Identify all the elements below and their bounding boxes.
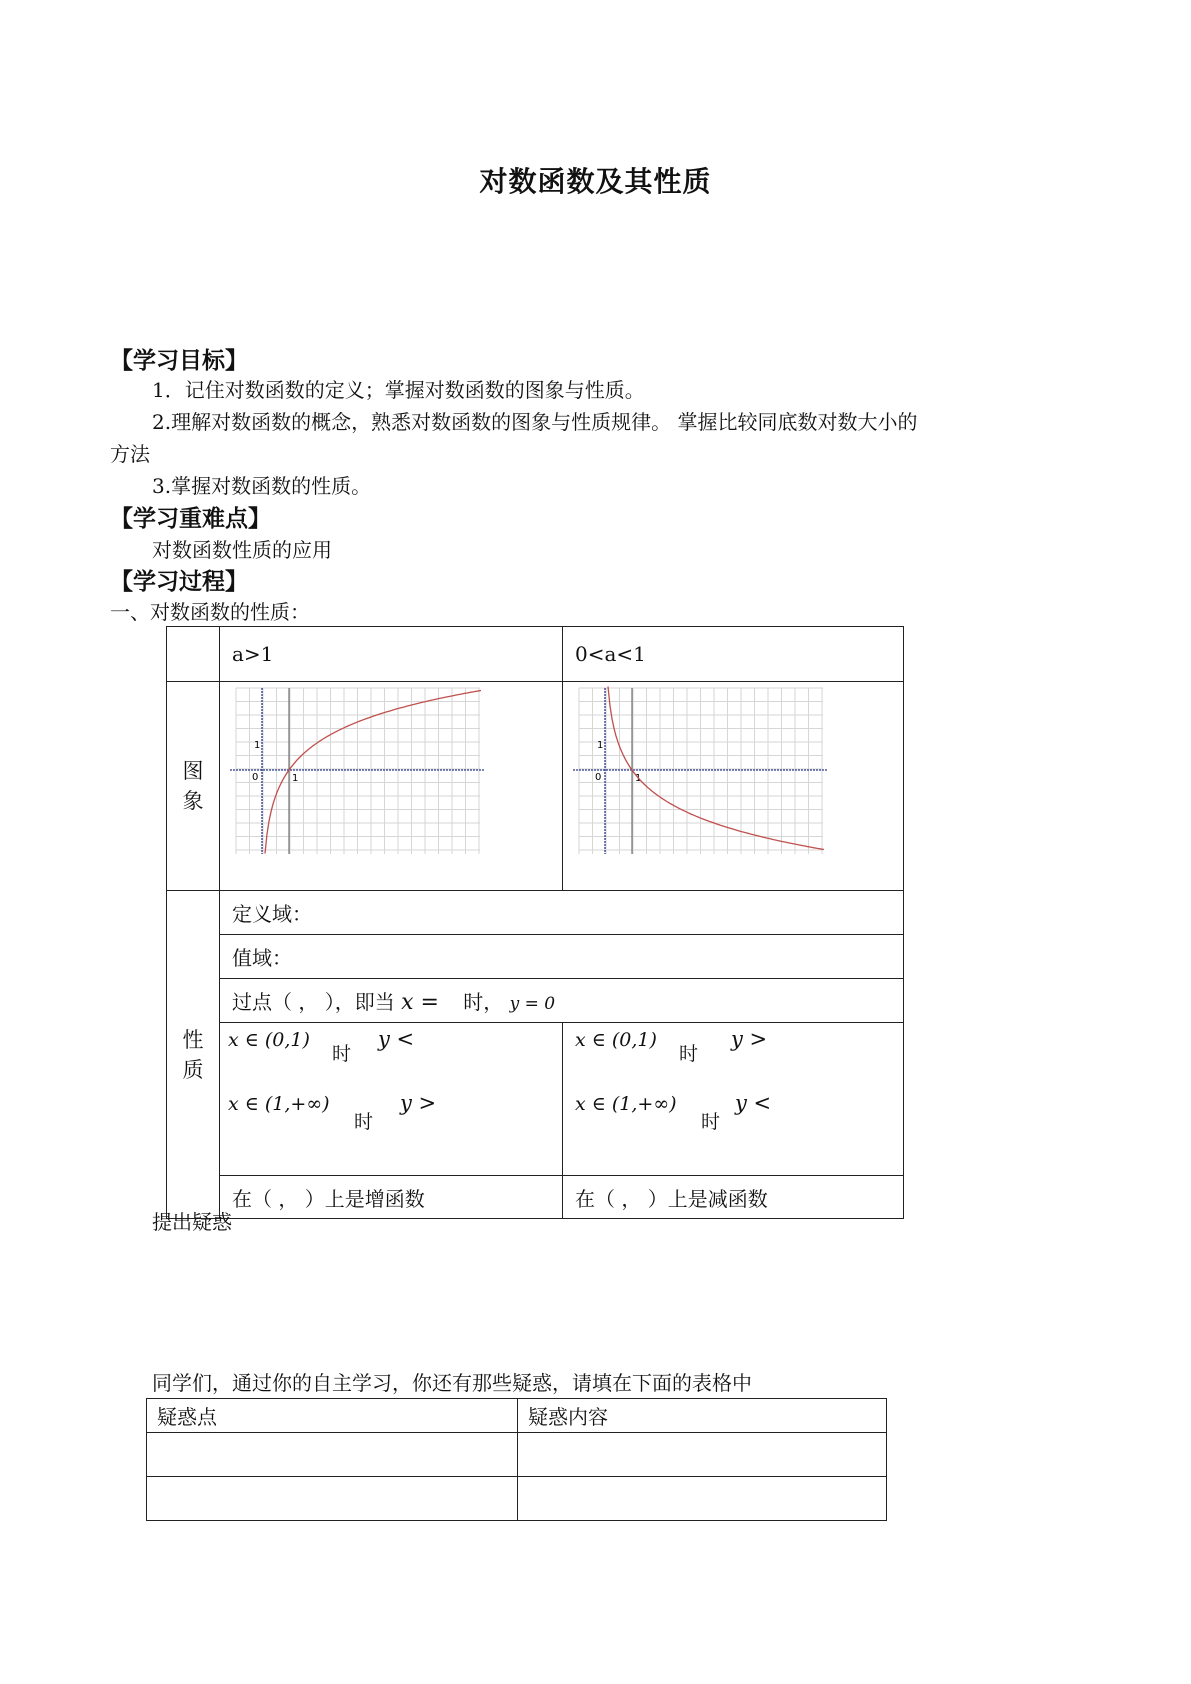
cond-left-1-interval: x ∈ (0,1)	[228, 1029, 310, 1051]
cond-left-2	[228, 1093, 528, 1143]
doubt-cell-content[interactable]	[518, 1433, 887, 1477]
doubt-cell-point[interactable]	[147, 1433, 518, 1477]
sign-cell-decreasing	[563, 1023, 904, 1176]
cond-right-1	[575, 1029, 875, 1079]
increasing-row: 在（ ， ）上是增函数	[220, 1176, 563, 1219]
domain-row: 定义域：	[220, 891, 904, 935]
tick-label-x1: 1	[292, 773, 299, 784]
question-label: 提出疑惑	[152, 1210, 232, 1234]
process-heading: 【学习过程】	[110, 569, 248, 595]
fixed-point-shi: 时，	[463, 990, 504, 1014]
cond-left-2-rel: y >	[400, 1091, 437, 1115]
key-text: 对数函数性质的应用	[152, 538, 332, 562]
doubt-table	[146, 1398, 887, 1521]
cond-right-2-rel: y <	[735, 1091, 772, 1115]
props-label-char-2: 质	[182, 1057, 204, 1082]
doubt-header-content: 疑惑内容	[518, 1399, 887, 1433]
cond-left-2-interval: x ∈ (1,+∞)	[228, 1093, 330, 1115]
fixed-point-x: x =	[401, 990, 439, 1015]
log-graph-decreasing	[571, 686, 831, 858]
doubt-cell-content[interactable]	[518, 1477, 887, 1521]
goal-item-1: 1．记住对数函数的定义；掌握对数函数的图象与性质。	[152, 378, 645, 402]
goal-item-2-cont: 方法	[110, 442, 150, 466]
image-label-char-1: 图	[182, 759, 204, 783]
tick-label-x1: 1	[635, 773, 642, 784]
log-curve	[608, 687, 824, 850]
header-a-lt-1: 0<a<1	[563, 627, 904, 682]
corner-cell	[167, 627, 220, 682]
graph-cell-decreasing	[563, 682, 904, 891]
log-graph-increasing	[228, 686, 488, 858]
props-row-label	[167, 891, 220, 1219]
properties-table	[166, 626, 904, 1219]
cond-right-1-shi: 时	[679, 1043, 699, 1065]
image-row-label	[167, 682, 220, 891]
fixed-point-y: y = 0	[509, 994, 556, 1014]
sign-cell-increasing	[220, 1023, 563, 1176]
key-heading: 【学习重难点】	[110, 506, 271, 532]
props-label-char-1: 性	[182, 1027, 204, 1052]
tick-label-origin: 0	[252, 772, 259, 783]
cond-left-1-rel: y <	[378, 1027, 415, 1051]
cond-right-2	[575, 1093, 875, 1143]
tick-label-y1: 1	[254, 740, 261, 751]
tick-label-y1: 1	[597, 740, 604, 751]
doubt-header-point: 疑惑点	[147, 1399, 518, 1433]
cond-left-2-shi: 时	[354, 1111, 374, 1133]
decreasing-row: 在（ ， ）上是减函数	[563, 1176, 904, 1219]
tick-label-origin: 0	[595, 772, 602, 783]
doubt-cell-point[interactable]	[147, 1477, 518, 1521]
page-title: 对数函数及其性质	[479, 165, 712, 198]
image-label-char-2: 象	[182, 789, 204, 813]
graph-cell-increasing	[220, 682, 563, 891]
goal-item-3: 3.掌握对数函数的性质。	[152, 474, 372, 498]
section-1-title: 一、对数函数的性质：	[110, 600, 310, 624]
cond-right-1-interval: x ∈ (0,1)	[575, 1029, 657, 1051]
fixed-point-text: 过点（ ， ），即当	[232, 990, 395, 1014]
goal-item-2: 2.理解对数函数的概念，熟悉对数函数的图象与性质规律。 掌握比较同底数对数大小的	[152, 410, 918, 434]
question-prompt: 同学们，通过你的自主学习，你还有那些疑惑，请填在下面的表格中	[152, 1371, 752, 1395]
header-a-gt-1: a>1	[220, 627, 563, 682]
range-row: 值域：	[220, 935, 904, 979]
cond-right-2-interval: x ∈ (1,+∞)	[575, 1093, 677, 1115]
cond-right-1-rel: y >	[731, 1027, 768, 1051]
fixed-point-row	[220, 979, 904, 1023]
cond-left-1-shi: 时	[332, 1043, 352, 1065]
cond-right-2-shi: 时	[701, 1111, 721, 1133]
goals-heading: 【学习目标】	[110, 348, 248, 374]
cond-left-1	[228, 1029, 528, 1079]
